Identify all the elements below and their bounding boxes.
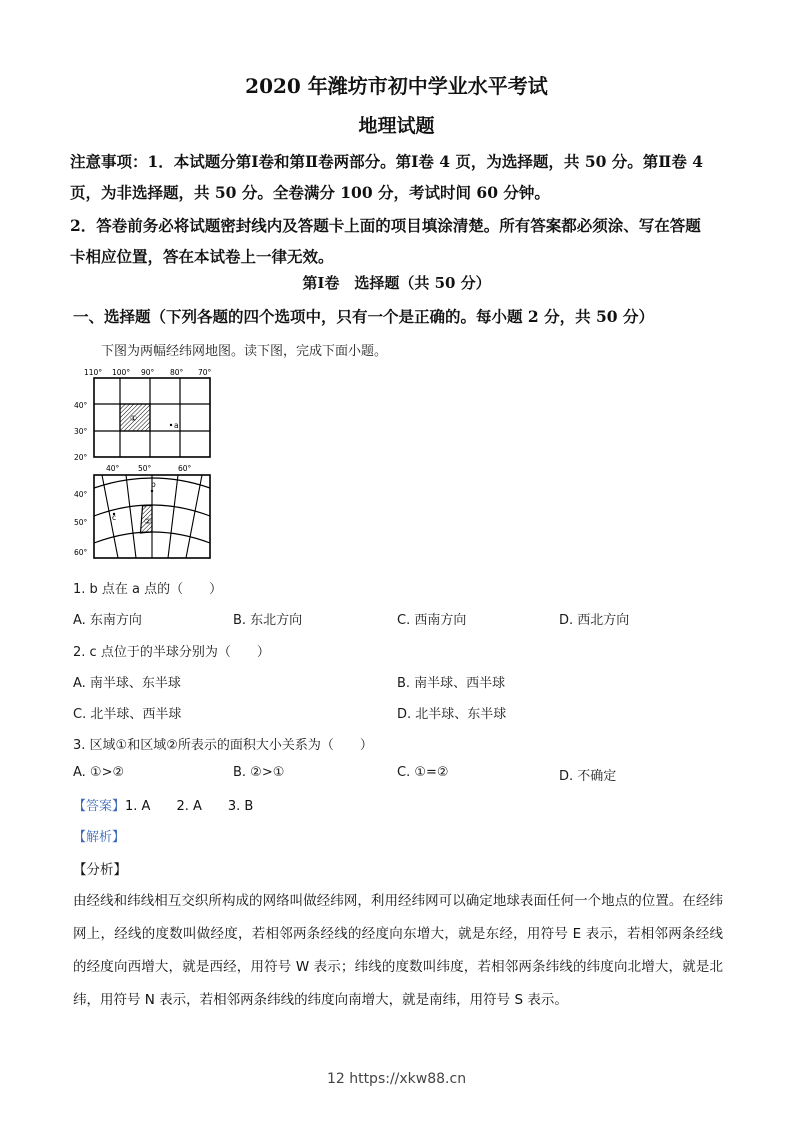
option-d: D. 北半球、东半球 [397,707,507,722]
option-c: C. 北半球、西半球 [73,707,182,722]
question-stem: 1. b 点在 a 点的（ ） [73,582,223,597]
map2-lat-label: 40° [74,490,88,499]
map-1 [74,368,212,462]
part-heading: 一、选择题（下列各题的四个选项中，只有一个是正确的。每小题 2 分，共 50 分） [73,307,654,326]
graticule-maps-figure [74,366,224,562]
map2-lon-label: 60° [178,464,192,473]
notice-line: 注意事项：1．本试题分第Ⅰ卷和第Ⅱ卷两部分。第Ⅰ卷 4 页，为选择题，共 50 分。第Ⅱ卷 4 [70,152,704,171]
notice-line: 卡相应位置，答在本试卷上一律无效。 [70,247,334,266]
exam-title: 2020 年潍坊市初中学业水平考试 [245,74,548,98]
exam-subtitle: 地理试题 [358,115,435,137]
option-c: C. 西南方向 [397,613,467,628]
option-b: B. 南半球、西半球 [397,676,506,691]
option-b: B. 东北方向 [233,613,303,628]
option-b: B. ②>① [233,765,285,780]
analysis-paragraph: 由经线和纬线相互交织所构成的网络叫做经纬网，利用经纬网可以确定地球表面任何一个地点的位置。在经纬网上，经线的度数叫做经度，若相邻两条经线的经度向东增大，就是东经，用符号 E 表示，若相邻两条经线的经度向西增大，就是西经，用符号 W 表示；纬线的度数叫纬度，若相邻两条纬线的纬度向北增大，就是北纬，用符号 N 表示，若相邻两条纬线的纬度向南增大，就是南纬，用符号 S 表示。 [73,893,723,1008]
map2-lon-label: 50° [138,464,152,473]
region-1-label: ① [130,414,138,423]
option-d: D. 西北方向 [559,613,630,628]
question-intro: 下图为两幅经纬网地图。读下图，完成下面小题。 [101,344,388,359]
notice-line: 2．答卷前务必将试题密封线内及答题卡上面的项目填涂清楚。所有答案都必须涂、写在答题 [70,216,701,235]
section-title: 第Ⅰ卷 选择题（共 50 分） [302,274,491,292]
map1-lon-label: 110° [84,368,103,377]
option-d: D. 不确定 [559,769,617,784]
answer-text: 1. A 2. A 3. B [125,799,254,814]
region-2-label: ② [144,517,152,526]
map2-lon-label: 40° [106,464,120,473]
option-a: A. ①>② [73,765,125,780]
option-a: A. 南半球、东半球 [73,676,181,691]
point-b [151,490,153,492]
map1-lat-label: 40° [74,401,88,410]
question-stem: 3. 区域①和区域②所表示的面积大小关系为（ ） [73,738,373,753]
map1-frame [94,378,210,457]
map1-lon-label: 100° [112,368,131,377]
point-b-label: b [151,480,156,489]
point-a-label: a [174,421,179,430]
map1-lon-label: 80° [170,368,184,377]
map-2 [74,464,210,558]
map2-lat-label: 50° [74,518,88,527]
map1-lat-label: 20° [74,453,88,462]
option-a: A. 东南方向 [73,613,142,628]
fenxi-tag: 【分析】 [73,862,127,878]
question-stem: 2. c 点位于的半球分别为（ ） [73,645,270,660]
map1-lon-label: 90° [141,368,155,377]
point-c-label: c [112,513,117,522]
option-c: C. ①=② [397,765,449,780]
jiexi-tag: 【解析】 [73,830,126,845]
answer-tag: 【答案】 [73,799,126,814]
map2-lat-label: 60° [74,548,88,557]
map1-lon-label: 70° [198,368,212,377]
point-a [170,424,172,426]
page-footer: 12 https://xkw88.cn [326,1071,467,1087]
map1-lat-label: 30° [74,427,88,436]
answer-line [73,795,253,814]
notice-line: 页，为非选择题，共 50 分。全卷满分 100 分，考试时间 60 分钟。 [70,183,550,202]
